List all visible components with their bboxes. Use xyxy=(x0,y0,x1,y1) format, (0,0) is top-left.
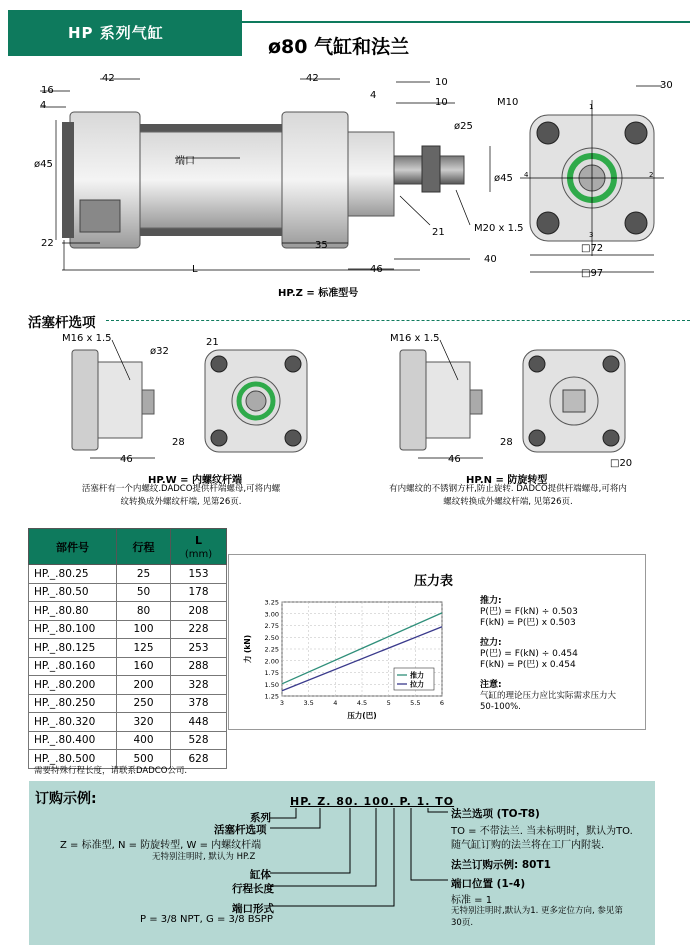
length-cell: 178 xyxy=(171,583,227,602)
x-tick-label: 6 xyxy=(439,699,445,707)
length-cell: 328 xyxy=(171,676,227,695)
port-pos-2: 2 xyxy=(649,171,654,179)
order-rod-label: 活塞杆选项 xyxy=(214,824,267,836)
port-pos-3: 3 xyxy=(589,231,594,239)
order-series-label: 系列 xyxy=(250,812,271,824)
rod-w-note: 活塞杆有一个内螺纹.DADCO提供杆端螺母,可将内螺 纹转换成外螺纹杆端, 见第26页. xyxy=(81,484,281,507)
rod-n-sq20: □20 xyxy=(610,458,633,469)
stroke-cell: 160 xyxy=(117,657,171,676)
dim-10-second: 10 xyxy=(435,97,448,108)
formula-block: 推力: P(巴) = F(kN) ÷ 0.503 F(kN) = P(巴) x 0.503 拉力: P(巴) = F(kN) ÷ 0.454 F(kN) = P(巴) x 0.454 注意: 气缸的理论压力应比实际需求压力大 50-100%. xyxy=(480,596,617,712)
rod-n-46: 46 xyxy=(448,454,461,465)
order-leader-lines xyxy=(270,808,450,918)
dim-m20: M20 x 1.5 xyxy=(474,223,524,234)
table-row xyxy=(29,731,227,750)
cylinder-side-drawing xyxy=(0,60,690,300)
y-tick-label: 1.75 xyxy=(264,669,279,677)
table-footnote: 需要特殊行程长度，请联系DADCO公司. xyxy=(34,766,188,776)
pressure-chart-title: 压力表 xyxy=(414,574,454,589)
rod-w-21: 21 xyxy=(206,337,219,348)
dim-4-left: 4 xyxy=(40,100,47,111)
table-row xyxy=(29,713,227,732)
rod-n-caption: HP.N = 防旋转型 xyxy=(466,475,548,486)
stroke-cell: 250 xyxy=(117,694,171,713)
port-pos-1: 1 xyxy=(589,103,594,111)
table-row xyxy=(29,620,227,639)
order-port-type-note: P = 3/8 NPT, G = 3/8 BSPP xyxy=(140,914,273,925)
order-bore-label: 缸体 xyxy=(250,869,271,881)
part-number-cell: HP._.80.400 xyxy=(29,731,117,750)
header-rule xyxy=(242,21,690,23)
dim-42-left: 42 xyxy=(102,73,115,84)
dim-dia45-right: ø45 xyxy=(494,173,513,184)
length-cell: 448 xyxy=(171,713,227,732)
dim-4-right: 4 xyxy=(370,90,377,101)
stroke-cell: 100 xyxy=(117,620,171,639)
length-cell: 208 xyxy=(171,602,227,621)
dim-sq97: □97 xyxy=(581,268,604,279)
x-tick-label: 5 xyxy=(386,699,391,707)
y-tick-label: 2.25 xyxy=(264,645,279,654)
part-number-cell: HP._.80.500 xyxy=(29,750,117,769)
section-divider xyxy=(106,320,690,321)
series-tab: HP 系列气缸 xyxy=(8,10,242,56)
y-tick-label: 2.75 xyxy=(264,622,279,630)
order-rod-note: Z = 标准型, N = 防旋转型, W = 内螺纹杆端 xyxy=(60,840,262,851)
part-number-cell: HP._.80.80 xyxy=(29,602,117,621)
dim-22: 22 xyxy=(41,238,54,249)
part-number-cell: HP._.80.25 xyxy=(29,565,117,584)
order-port-position-std: 标准 = 1 xyxy=(451,895,493,906)
standard-model-caption: HP.Z = 标准型号 xyxy=(278,288,359,299)
order-flange-example: 法兰订购示例: 80T1 xyxy=(451,859,551,871)
stroke-cell: 500 xyxy=(117,750,171,769)
part-number-cell: HP._.80.200 xyxy=(29,676,117,695)
dim-42-right: 42 xyxy=(306,73,319,84)
order-port-position-label: 端口位置 (1-4) xyxy=(451,878,526,890)
stroke-cell: 80 xyxy=(117,602,171,621)
x-axis-label: 压力(巴) xyxy=(347,711,377,720)
dim-dia45-left: ø45 xyxy=(34,159,53,170)
part-number-cell: HP._.80.100 xyxy=(29,620,117,639)
rod-n-28: 28 xyxy=(500,437,513,448)
x-tick-label: 4 xyxy=(333,699,338,707)
stroke-cell: 400 xyxy=(117,731,171,750)
part-number-cell: HP._.80.320 xyxy=(29,713,117,732)
stroke-length-table xyxy=(28,528,227,769)
part-number-cell: HP._.80.50 xyxy=(29,583,117,602)
dim-10-top: 10 xyxy=(435,77,448,88)
dim-46: 46 xyxy=(370,264,383,275)
y-axis-label: 力 (kN) xyxy=(243,634,252,664)
y-tick-label: 2.00 xyxy=(264,657,279,666)
y-tick-label: 1.25 xyxy=(264,692,279,701)
col-length: L (mm) xyxy=(171,529,227,565)
dim-dia25: ø25 xyxy=(454,121,473,132)
order-port-type-label: 端口形式 xyxy=(232,903,274,915)
stroke-cell: 320 xyxy=(117,713,171,732)
order-flange-label: 法兰选项 (TO-T8) xyxy=(451,808,540,820)
length-cell: 153 xyxy=(171,565,227,584)
y-tick-label: 3.00 xyxy=(264,610,279,619)
table-row xyxy=(29,602,227,621)
length-cell: 378 xyxy=(171,694,227,713)
x-tick-label: 3 xyxy=(279,699,285,707)
order-port-position-note: 无特别注明时,默认为1. 更多定位方向, 参见第 xyxy=(451,906,623,916)
rod-w-m16: M16 x 1.5 xyxy=(62,333,112,344)
stroke-cell: 200 xyxy=(117,676,171,695)
order-code: HP. Z. 80. 100. P. 1. TO xyxy=(290,795,455,808)
length-cell: 288 xyxy=(171,657,227,676)
col-part-number: 部件号 xyxy=(29,529,117,565)
table-row xyxy=(29,694,227,713)
dim-sq72: □72 xyxy=(581,243,604,254)
rod-n-note: 有内螺纹的不锈钢方杆,防止旋转. DADCO提供杆端螺母,可将内 螺纹转换成外螺纹杆端, 见第26页. xyxy=(389,484,627,507)
x-tick-label: 4.5 xyxy=(356,699,368,707)
y-tick-label: 2.50 xyxy=(264,633,279,642)
x-tick-label: 5.5 xyxy=(410,699,421,707)
dim-21: 21 xyxy=(432,227,445,238)
pressure-force-chart xyxy=(240,590,460,724)
rod-w-dia32: ø32 xyxy=(150,346,169,357)
order-example-title: 订购示例: xyxy=(35,791,97,807)
rod-w-28: 28 xyxy=(172,437,185,448)
table-row xyxy=(29,676,227,695)
order-flange-note2: 随气缸订购的法兰将在工厂内附装. xyxy=(451,840,605,851)
col-stroke: 行程 xyxy=(117,529,171,565)
table-row xyxy=(29,639,227,658)
dim-L: L xyxy=(192,264,198,275)
table-row xyxy=(29,657,227,676)
stroke-cell: 50 xyxy=(117,583,171,602)
dim-35: 35 xyxy=(315,240,328,251)
length-cell: 628 xyxy=(171,750,227,769)
x-tick-label: 3.5 xyxy=(303,699,314,707)
order-flange-note1: TO = 不带法兰. 当未标明时，默认为TO. xyxy=(451,826,633,837)
part-number-cell: HP._.80.250 xyxy=(29,694,117,713)
stroke-cell: 125 xyxy=(117,639,171,658)
port-pos-4: 4 xyxy=(524,171,529,179)
rod-n-m16: M16 x 1.5 xyxy=(390,333,440,344)
length-cell: 228 xyxy=(171,620,227,639)
y-tick-label: 3.25 xyxy=(264,598,279,607)
part-number-cell: HP._.80.125 xyxy=(29,639,117,658)
dim-16: 16 xyxy=(41,85,54,96)
rod-options-heading: 活塞杆选项 xyxy=(28,315,96,331)
order-stroke-label: 行程长度 xyxy=(232,883,274,895)
rod-options-drawing xyxy=(0,330,690,470)
page-title: ø80 气缸和法兰 xyxy=(268,36,410,58)
order-port-position-note2: 30页. xyxy=(451,918,474,928)
length-cell: 253 xyxy=(171,639,227,658)
dim-m10: M10 xyxy=(497,97,519,108)
port-label: 端口 xyxy=(175,156,195,167)
part-number-cell: HP._.80.160 xyxy=(29,657,117,676)
table-row xyxy=(29,583,227,602)
legend-label: 推力 xyxy=(410,671,424,680)
rod-w-caption: HP.W = 内螺纹杆端 xyxy=(148,475,243,486)
dim-40: 40 xyxy=(484,254,497,265)
legend-label: 拉力 xyxy=(410,680,424,689)
table-row xyxy=(29,565,227,584)
rod-w-46: 46 xyxy=(120,454,133,465)
stroke-cell: 25 xyxy=(117,565,171,584)
y-tick-label: 1.50 xyxy=(264,680,279,689)
length-cell: 528 xyxy=(171,731,227,750)
dim-30: 30 xyxy=(660,80,673,91)
order-rod-default: 无特别注明时, 默认为 HP.Z xyxy=(152,852,256,862)
